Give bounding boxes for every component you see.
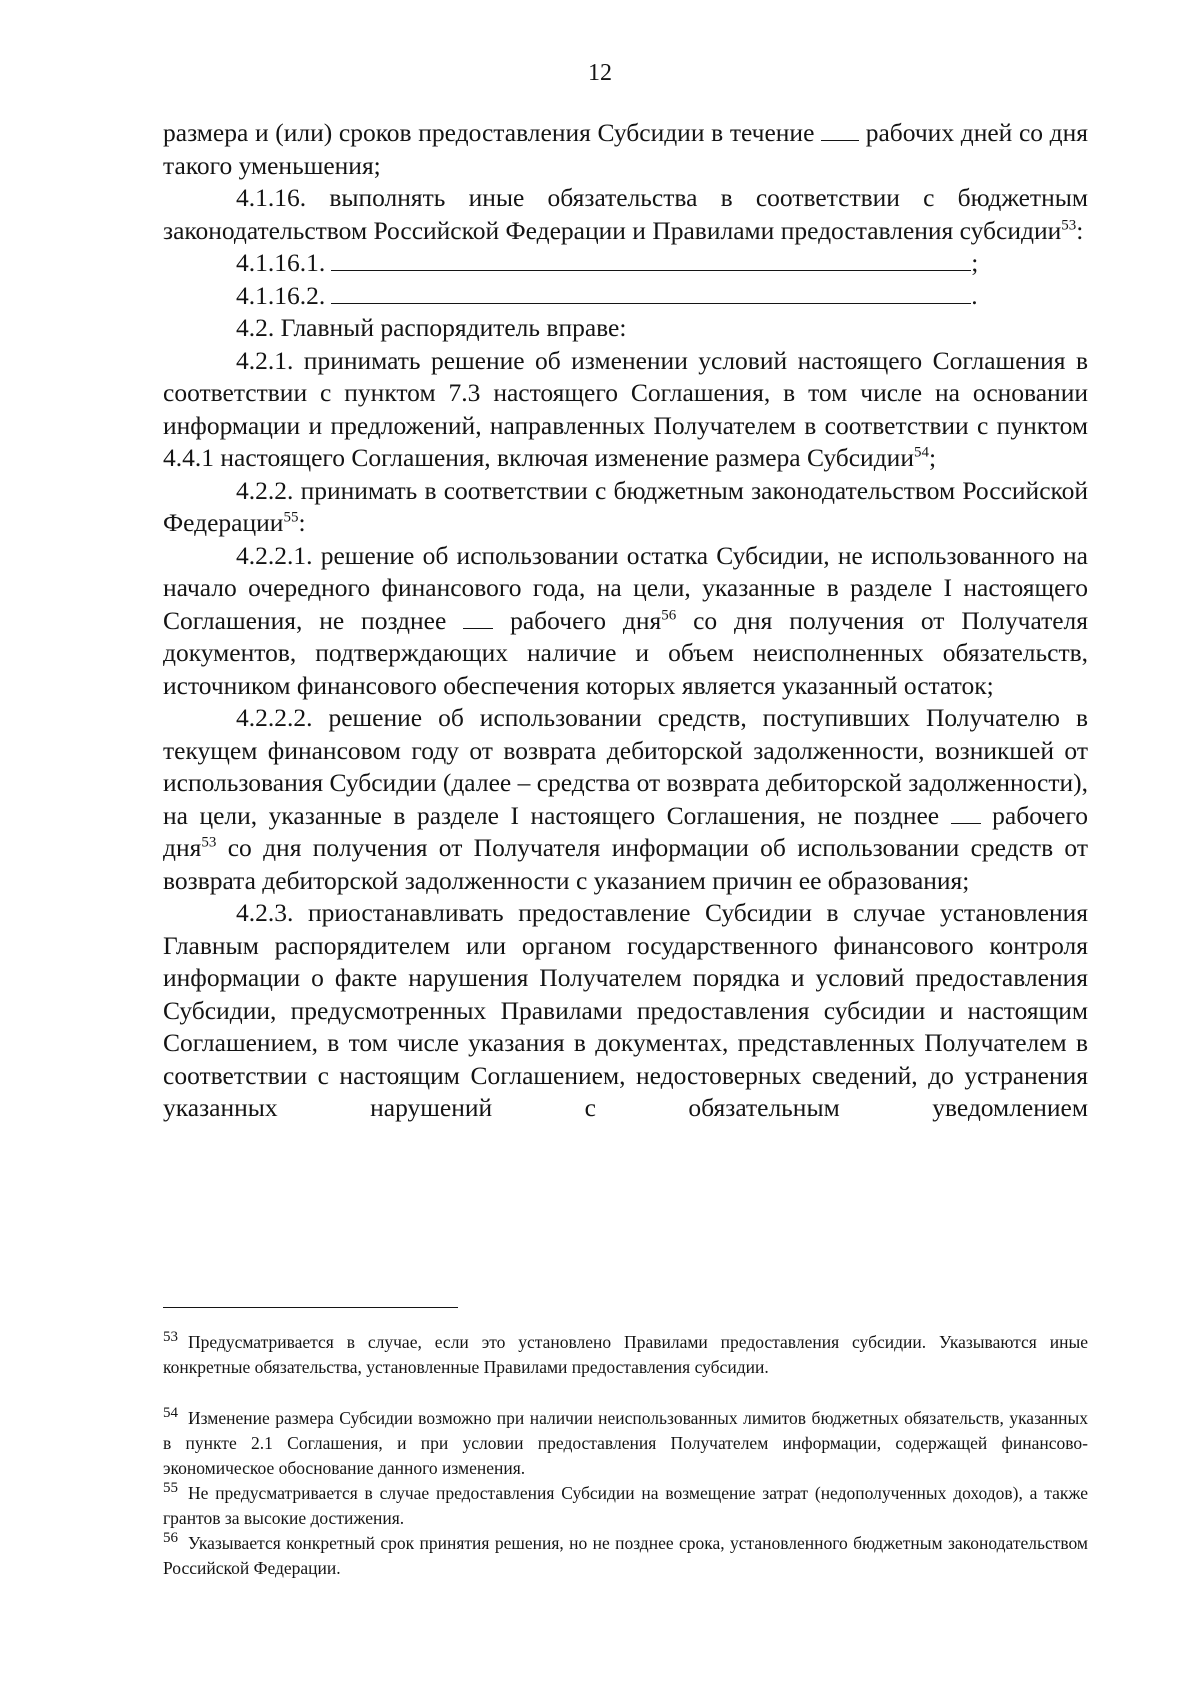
paragraph-4-1-16: 4.1.16. выполнять иные обязательства в соответствии с бюджетным законодательством Российской Федерации и Правилами предоставления субсидии$^{53}$: (163, 183, 1088, 245)
paragraph-4-2-2: 4.2.2. принимать в соответствии с бюджетным законодательством Российской Федерации$^{55}$: (163, 475, 1088, 537)
footnote-number: 56 (163, 1530, 178, 1547)
footnote-separator (163, 1307, 458, 1308)
footnote-ref-56: 56 (661, 607, 677, 623)
footnote-number: 54 (163, 1405, 178, 1422)
footnote-54: 54 Изменение размера Субсидии возможно при наличии неиспользованных лимитов бюджетных обязательств, указанных в пункте 2.1 Соглашения, и при условии предоставления Получателем информации, содержащей финансово-экономическое обоснование данного изменения. (163, 1405, 1088, 1478)
footnote-ref-54: 54 (913, 444, 929, 461)
blank-field (463, 608, 493, 629)
page-number: 12 (588, 60, 612, 86)
paragraph-4-2: 4.2. Главный распорядитель вправе: (236, 313, 627, 342)
paragraph-4-1-16-1: 4.1.16.1. ; (236, 248, 979, 277)
footnote-53: 53 Предусматривается в случае, если это установлено Правилами предоставления субсидии. Указываются иные конкретные обязательства, установленные Правилами предоставления субсидии. (163, 1329, 1088, 1377)
paragraph-4-2-2-1: 4.2.2.1. решение об использовании остатка Субсидии, не использованного на начало очередного финансового года, на цели, указанные в разделе I настоящего Соглашения, не позднее рабочего дня$^{56}$ со дня получения от Получателя документов, подтверждающих наличие и объем неисполненных обязательств, источником финансового обеспечения которых является указанный остаток; (163, 540, 1089, 700)
blank-field (821, 120, 859, 141)
footnote-55: 55 Не предусматривается в случае предоставления Субсидии на возмещение затрат (недополученных доходов), а также грантов за высокие достижения. (163, 1480, 1088, 1528)
paragraph-continuation: размера и (или) сроков предоставления Субсидии в течение рабочих дней со дня такого уменьшения; (163, 118, 1089, 180)
footnote-56: 56 Указывается конкретный срок принятия решения, но не позднее срока, установленного бюджетным законодательством Российской Федерации. (163, 1530, 1088, 1578)
paragraph-4-2-3: 4.2.3. приостанавливать предоставление Субсидии в случае установления Главным распорядителем или органом государственного финансового контроля информации о факте нарушения Получателем порядка и условий предоставления Субсидии, предусмотренных Правилами предоставления субсидии и настоящим Соглашением, в том числе указания в документах, представленных Получателем в соответствии с настоящим Соглашением, недостоверных сведений, до устранения указанных нарушений с обязательным уведомлением (163, 898, 1088, 1122)
fill-line (331, 281, 971, 304)
footnote-number: 55 (163, 1480, 178, 1497)
footnote-ref-53: 53 (1061, 217, 1077, 233)
footnote-ref-55: 55 (283, 509, 299, 526)
paragraph-4-2-2-2: 4.2.2.2. решение об использовании средств, поступивших Получателю в текущем финансовом году от возврата дебиторской задолженности, возникшей от использования Субсидии (далее – средства от возврата дебиторской задолженности), на цели, указанные в разделе I настоящего Соглашения, не позднее рабочего дня$^{53}$ со дня получения от Получателя информации об использовании средств от возврата дебиторской задолженности с указанием причин ее образования; (163, 703, 1089, 895)
footnotes (163, 1330, 1088, 1581)
footnote-number: 53 (163, 1329, 178, 1346)
blank-field (951, 803, 981, 824)
paragraph-4-2-1: 4.2.1. принимать решение об изменении условий настоящего Соглашения в соответствии с пунктом 7.3 настоящего Соглашения, в том числе на основании информации и предложений, направленных Получателем в соответствии с пунктом 4.4.1 настоящего Соглашения, включая изменение размера Субсидии$^{54}$; (163, 345, 1088, 472)
document-body (163, 117, 1088, 1125)
footnote-ref-53: 53 (201, 834, 217, 851)
paragraph-4-1-16-2: 4.1.16.2. . (236, 280, 978, 310)
fill-line (331, 248, 971, 271)
